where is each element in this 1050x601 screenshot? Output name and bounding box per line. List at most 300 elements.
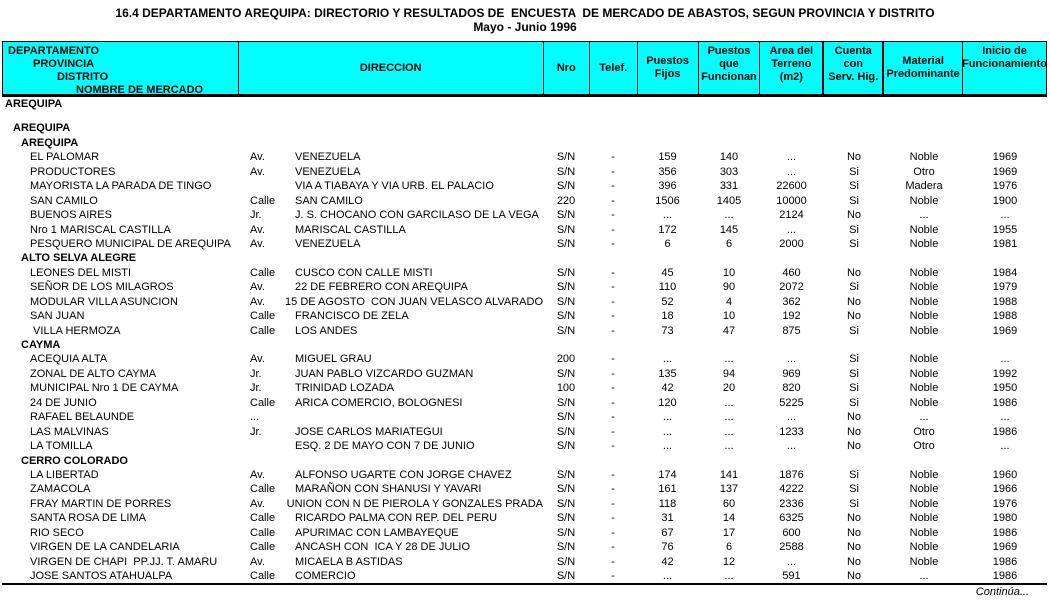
cell-puestos-fijos: ...: [662, 425, 673, 438]
cell-market-name: SEÑOR DE LOS MILAGROS: [30, 281, 174, 294]
cell-area-terreno: ...: [786, 555, 797, 568]
cell-nro: 100: [556, 382, 576, 395]
cell-via-type: Calle: [250, 266, 276, 279]
cell-puestos-fijos: ...: [662, 570, 673, 582]
cell-direccion: [237, 425, 543, 439]
cell-inicio-funcionamiento: 1969: [992, 541, 1018, 554]
group-heading-dist: ALTO SELVA ALEGRE: [21, 252, 137, 265]
cell-puestos-fijos: 1506: [655, 194, 680, 207]
cell-serv-hig: No: [846, 151, 862, 164]
table-row: [2, 482, 1047, 496]
cell-material: Noble: [909, 281, 939, 294]
cell-direccion: [237, 367, 543, 381]
cell-area-terreno: 1876: [779, 468, 804, 481]
cell-street-name: VENEZUELA: [295, 165, 361, 178]
group-heading-dist: AREQUIPA: [21, 136, 79, 149]
cell-material: ...: [919, 209, 929, 222]
cell-puestos-funcionan: ...: [724, 353, 734, 366]
cell-puestos-fijos: 396: [658, 180, 677, 193]
table-row: [2, 540, 1047, 554]
cell-serv-hig: No: [846, 440, 862, 453]
cell-telef: -: [611, 151, 615, 164]
cell-puestos-funcionan: 140: [719, 151, 739, 164]
cell-via-type: Calle: [250, 310, 276, 323]
cell-direccion: [237, 511, 543, 525]
cell-serv-hig: Si: [849, 324, 859, 337]
column-header-material: Material Predominante: [886, 55, 960, 80]
cell-inicio-funcionamiento: 1960: [992, 468, 1018, 481]
cell-telef: -: [611, 324, 615, 337]
cell-puestos-funcionan: 6: [725, 541, 733, 554]
cell-via-type: Calle: [250, 396, 276, 409]
cell-nro: S/N: [556, 165, 576, 178]
cell-material: Otro: [913, 425, 935, 438]
cell-via-type: Calle: [250, 512, 276, 525]
cell-serv-hig: No: [846, 411, 862, 424]
table-row: [2, 121, 1047, 135]
cell-via-type: Calle: [250, 483, 276, 496]
cell-telef: -: [611, 425, 615, 438]
cell-direccion: [237, 468, 543, 482]
cell-street-name: 22 DE FEBRERO CON AREQUIPA: [295, 281, 468, 294]
cell-telef: -: [611, 570, 615, 582]
cell-nro: S/N: [556, 151, 576, 164]
cell-puestos-funcionan: 4: [725, 295, 733, 308]
cell-area-terreno: 2124: [779, 209, 804, 222]
column-header-puestos-funcionan: Puestos que Funcionan: [698, 42, 760, 94]
cell-market-name: ZONAL DE ALTO CAYMA: [30, 367, 157, 380]
table-row: [2, 251, 1047, 265]
cell-area-terreno: 460: [782, 266, 801, 279]
cell-market-name: VIRGEN DE LA CANDELARIA: [30, 541, 180, 554]
cell-market-name: ACEQUIA ALTA: [30, 353, 108, 366]
table-row: [2, 223, 1047, 237]
cell-puestos-fijos: 42: [661, 555, 674, 568]
cell-nro: S/N: [556, 310, 576, 323]
cell-street-name: MARAÑON CON SHANUSI Y YAVARI: [295, 483, 482, 496]
cell-material: Noble: [909, 324, 939, 337]
cell-puestos-fijos: 42: [661, 382, 674, 395]
cell-nro: S/N: [556, 512, 576, 525]
cell-area-terreno: 1233: [779, 425, 804, 438]
cell-nro: S/N: [556, 209, 576, 222]
table-row: [2, 266, 1047, 280]
cell-street-name: SAN CAMILO: [295, 194, 363, 207]
cell-nro: S/N: [556, 396, 576, 409]
cell-nro: S/N: [556, 526, 576, 539]
cell-inicio-funcionamiento: 1986: [992, 526, 1018, 539]
cell-via-type: Av.: [250, 555, 265, 568]
cell-puestos-fijos: 118: [658, 497, 677, 510]
cell-nro: 220: [556, 194, 576, 207]
cell-telef: -: [611, 382, 615, 395]
cell-market-name: FRAY MARTIN DE PORRES: [30, 497, 172, 510]
cell-market-name: MAYORISTA LA PARADA DE TINGO: [30, 180, 212, 193]
table-row: [2, 97, 1047, 111]
column-header-nro: Nro: [543, 42, 589, 94]
cell-via-type: ...: [250, 411, 260, 424]
cell-puestos-fijos: 73: [661, 324, 674, 337]
cell-puestos-funcionan: ...: [724, 411, 734, 424]
cell-puestos-funcionan: 1405: [716, 194, 742, 207]
cell-via-type: Av.: [250, 237, 265, 250]
table-row: [2, 295, 1047, 309]
cell-area-terreno: 600: [782, 526, 801, 539]
cell-serv-hig: No: [846, 526, 862, 539]
cell-area-terreno: 362: [782, 295, 801, 308]
column-header-nombre-mercado: DEPARTAMENTO PROVINCIA DISTRITO NOMBRE DE MERCADO: [8, 45, 204, 96]
cell-market-name: EL PALOMAR: [30, 151, 100, 164]
cell-nro: S/N: [556, 295, 576, 308]
cell-telef: -: [611, 266, 615, 279]
page-subtitle: Mayo - Junio 1996: [473, 20, 577, 34]
cell-market-name: Nro 1 MARISCAL CASTILLA: [30, 223, 171, 236]
cell-material: Noble: [909, 353, 939, 366]
cell-via-type: Av.: [250, 295, 265, 308]
table-header-row: [2, 41, 1047, 97]
cell-via-type: Av.: [250, 151, 265, 164]
cell-serv-hig: Si: [849, 180, 859, 193]
cell-material: Noble: [909, 396, 939, 409]
group-heading-dist: CAYMA: [21, 339, 61, 351]
cell-via-type: Jr.: [250, 425, 262, 438]
cell-via-type: Calle: [250, 324, 276, 337]
cell-telef: -: [611, 180, 615, 193]
cell-street-name: ARICA COMERCIO, BOLOGNESI: [295, 396, 463, 409]
cell-via-type: Av.: [250, 468, 265, 481]
cell-serv-hig: Si: [849, 281, 859, 294]
cell-material: Noble: [909, 555, 939, 568]
cell-telef: -: [611, 237, 615, 250]
cell-serv-hig: Si: [849, 468, 859, 481]
cell-inicio-funcionamiento: 1969: [992, 324, 1018, 337]
cell-inicio-funcionamiento: 1966: [992, 483, 1018, 496]
cell-street-name: APURIMAC CON LAMBAYEQUE: [295, 526, 459, 539]
cell-direccion: [237, 309, 543, 323]
group-heading-dept: AREQUIPA: [5, 98, 63, 110]
cell-serv-hig: Si: [849, 497, 859, 510]
cell-material: Noble: [909, 151, 939, 164]
cell-material: Noble: [909, 266, 939, 279]
cell-puestos-fijos: 135: [658, 367, 677, 380]
cell-market-name: PRODUCTORES: [30, 165, 116, 178]
table-row: [2, 136, 1047, 150]
cell-puestos-fijos: 120: [658, 396, 677, 409]
cell-via-type: Av.: [250, 497, 265, 510]
cell-inicio-funcionamiento: 1955: [992, 223, 1018, 236]
cell-street-name: CUSCO CON CALLE MISTI: [295, 266, 433, 279]
cell-inicio-funcionamiento: 1984: [992, 266, 1018, 279]
cell-via-type: Av.: [250, 353, 265, 366]
cell-material: ...: [919, 411, 929, 424]
column-header-puestos-fijos: Puestos Fijos: [637, 42, 698, 94]
cell-puestos-funcionan: 10: [722, 310, 736, 323]
continuation-note: Continúa...: [975, 586, 1029, 599]
cell-area-terreno: 10000: [776, 194, 807, 207]
cell-nro: S/N: [556, 324, 576, 337]
cell-via-type: [250, 179, 295, 193]
cell-puestos-funcionan: 6: [725, 237, 733, 250]
table-row: [2, 468, 1047, 482]
table-row: [2, 569, 1047, 583]
cell-inicio-funcionamiento: ...: [1000, 440, 1010, 453]
cell-nro: S/N: [556, 425, 576, 438]
cell-market-name: RIO SECO: [30, 526, 84, 539]
cell-telef: -: [611, 497, 615, 510]
cell-puestos-funcionan: 145: [719, 223, 739, 236]
cell-puestos-fijos: ...: [662, 440, 673, 453]
cell-via-type: Jr.: [250, 209, 262, 222]
cell-street-name: VENEZUELA: [295, 151, 361, 164]
cell-market-name: VILLA HERMOZA: [30, 324, 121, 337]
cell-inicio-funcionamiento: 1981: [992, 237, 1018, 250]
cell-market-name: RAFAEL BELAUNDE: [30, 411, 135, 424]
cell-puestos-fijos: 6: [664, 237, 671, 250]
cell-serv-hig: Si: [849, 483, 859, 496]
cell-nro: S/N: [556, 281, 576, 294]
cell-direccion: [237, 208, 543, 222]
cell-direccion: [237, 295, 543, 309]
cell-direccion: [237, 555, 543, 569]
cell-material: Noble: [909, 468, 939, 481]
cell-telef: -: [611, 526, 615, 539]
cell-serv-hig: No: [846, 541, 862, 554]
table-bottom-rule: [2, 583, 1047, 585]
cell-street-name: FRANCISCO DE ZELA: [295, 310, 409, 323]
cell-puestos-funcionan: ...: [724, 425, 734, 438]
table-row: [2, 526, 1047, 540]
table-row: [2, 309, 1047, 323]
cell-puestos-funcionan: 94: [722, 367, 736, 380]
cell-nro: S/N: [556, 541, 576, 554]
cell-street-name: RICARDO PALMA CON REP. DEL PERU: [295, 512, 498, 525]
cell-puestos-fijos: 172: [658, 223, 677, 236]
cell-direccion: [237, 396, 543, 410]
cell-puestos-fijos: 18: [661, 310, 674, 323]
cell-direccion: [237, 324, 543, 338]
cell-puestos-funcionan: ...: [724, 440, 734, 453]
cell-telef: -: [611, 165, 615, 178]
cell-material: Noble: [909, 194, 939, 207]
cell-inicio-funcionamiento: 1986: [992, 396, 1018, 409]
cell-puestos-funcionan: 137: [719, 483, 739, 496]
cell-via-type: Jr.: [250, 382, 262, 395]
cell-area-terreno: 591: [782, 570, 801, 582]
cell-street-name: 15 DE AGOSTO CON JUAN VELASCO ALVARADO: [285, 295, 543, 308]
cell-direccion: [237, 237, 543, 251]
cell-street-name: J. S. CHOCANO CON GARCILASO DE LA VEGA: [295, 209, 539, 222]
cell-area-terreno: 969: [782, 367, 801, 380]
cell-direccion: [237, 194, 543, 208]
cell-area-terreno: 4222: [779, 483, 804, 496]
table-row: [2, 555, 1047, 569]
table-row: [2, 194, 1047, 208]
cell-serv-hig: Si: [849, 396, 859, 409]
cell-area-terreno: 2336: [779, 497, 804, 510]
table-row: [2, 511, 1047, 525]
cell-area-terreno: ...: [786, 411, 797, 424]
cell-street-name: MIGUEL GRAU: [295, 353, 372, 366]
cell-telef: -: [611, 483, 615, 496]
cell-market-name: MODULAR VILLA ASUNCION: [30, 295, 178, 308]
cell-material: Noble: [909, 295, 939, 308]
cell-area-terreno: 2588: [779, 541, 804, 554]
cell-inicio-funcionamiento: 1986: [992, 425, 1018, 438]
cell-telef: -: [611, 310, 615, 323]
cell-serv-hig: No: [846, 310, 862, 323]
cell-inicio-funcionamiento: ...: [1000, 411, 1010, 424]
cell-area-terreno: 6325: [779, 512, 804, 525]
cell-nro: S/N: [556, 440, 576, 453]
cell-telef: -: [611, 295, 615, 308]
cell-area-terreno: ...: [786, 353, 797, 366]
cell-nro: S/N: [556, 180, 576, 193]
cell-area-terreno: 192: [782, 310, 801, 323]
table-row: [2, 338, 1047, 352]
cell-area-terreno: 875: [782, 324, 801, 337]
cell-via-type: Calle: [250, 570, 276, 582]
cell-street-name: ANCASH CON ICA Y 28 DE JULIO: [295, 541, 471, 554]
cell-street-name: JUAN PABLO VIZCARDO GUZMAN: [295, 367, 474, 380]
cell-direccion: [237, 569, 543, 583]
cell-serv-hig: No: [846, 266, 862, 279]
cell-material: Noble: [909, 223, 939, 236]
cell-via-type: Av.: [250, 281, 265, 294]
cell-direccion: [237, 179, 543, 193]
cell-direccion: [237, 150, 543, 164]
cell-puestos-funcionan: 60: [722, 497, 736, 510]
cell-street-name: ESQ. 2 DE MAYO CON 7 DE JUNIO: [295, 440, 475, 453]
column-header-direccion: DIRECCION: [238, 42, 543, 94]
cell-telef: -: [611, 512, 615, 525]
cell-via-type: Av.: [250, 223, 265, 236]
cell-market-name: PESQUERO MUNICIPAL DE AREQUIPA: [30, 237, 231, 250]
cell-telef: -: [611, 194, 615, 207]
cell-market-name: 24 DE JUNIO: [30, 396, 97, 409]
cell-area-terreno: ...: [786, 223, 797, 236]
cell-nro: S/N: [556, 468, 576, 481]
cell-inicio-funcionamiento: 1979: [992, 281, 1018, 294]
cell-telef: -: [611, 281, 615, 294]
cell-puestos-funcionan: ...: [724, 396, 734, 409]
cell-material: Noble: [909, 526, 939, 539]
cell-direccion: [237, 439, 543, 453]
cell-nro: S/N: [556, 367, 576, 380]
cell-street-name: JOSE CARLOS MARIATEGUI: [295, 425, 443, 438]
cell-serv-hig: Si: [849, 367, 859, 380]
cell-puestos-funcionan: 10: [722, 266, 736, 279]
cell-puestos-fijos: 110: [658, 281, 677, 294]
cell-market-name: SAN CAMILO: [30, 194, 98, 207]
cell-telef: -: [611, 353, 615, 366]
cell-puestos-funcionan: 20: [722, 382, 736, 395]
cell-puestos-fijos: 356: [658, 165, 677, 178]
cell-street-name: MARISCAL CASTILLA: [295, 223, 406, 236]
table-row: [2, 381, 1047, 395]
markets-table: [2, 41, 1047, 599]
cell-area-terreno: ...: [786, 151, 797, 164]
cell-telef: -: [611, 396, 615, 409]
cell-puestos-funcionan: ...: [724, 209, 734, 222]
cell-market-name: VIRGEN DE CHAPI PP.JJ. T. AMARU: [30, 555, 218, 568]
cell-telef: -: [611, 367, 615, 380]
cell-via-type: Av.: [250, 165, 265, 178]
cell-material: Otro: [913, 165, 935, 178]
cell-telef: -: [611, 541, 615, 554]
cell-inicio-funcionamiento: 1976: [992, 497, 1018, 510]
cell-telef: -: [611, 440, 615, 453]
cell-material: Noble: [909, 483, 939, 496]
cell-street-name: TRINIDAD LOZADA: [295, 382, 395, 395]
cell-material: ...: [919, 570, 929, 582]
table-body: [2, 97, 1047, 583]
table-row: [2, 410, 1047, 424]
cell-direccion: [237, 352, 543, 366]
cell-inicio-funcionamiento: 1988: [992, 295, 1018, 308]
cell-telef: -: [611, 209, 615, 222]
cell-via-type: Calle: [250, 526, 276, 539]
cell-market-name: BUENOS AIRES: [30, 209, 112, 222]
cell-area-terreno: 2072: [779, 281, 804, 294]
cell-material: Noble: [909, 382, 939, 395]
cell-via-type: Jr.: [250, 367, 262, 380]
cell-via-type: [250, 439, 295, 453]
table-row: [2, 324, 1047, 338]
cell-inicio-funcionamiento: 1950: [992, 382, 1018, 395]
cell-nro: S/N: [556, 223, 576, 236]
cell-street-name: MICAELA B ASTIDAS: [295, 555, 403, 568]
cell-puestos-fijos: 159: [658, 151, 677, 164]
cell-material: Noble: [909, 512, 939, 525]
cell-material: Madera: [905, 180, 943, 193]
cell-market-name: SAN JUAN: [30, 310, 85, 323]
cell-puestos-fijos: ...: [662, 353, 673, 366]
cell-direccion: [237, 482, 543, 496]
table-row: [2, 425, 1047, 439]
cell-puestos-fijos: 45: [661, 266, 674, 279]
cell-inicio-funcionamiento: ...: [1000, 353, 1010, 366]
cell-puestos-fijos: ...: [662, 209, 673, 222]
cell-material: Noble: [909, 367, 939, 380]
cell-serv-hig: No: [846, 425, 862, 438]
cell-serv-hig: No: [846, 295, 862, 308]
cell-street-name: ALFONSO UGARTE CON JORGE CHAVEZ: [295, 468, 512, 481]
cell-street-name: VIA A TIABAYA Y VIA URB. EL PALACIO: [295, 180, 494, 193]
cell-telef: -: [611, 223, 615, 236]
cell-area-terreno: 820: [782, 382, 801, 395]
table-row: [2, 208, 1047, 222]
cell-nro: S/N: [556, 483, 576, 496]
cell-serv-hig: Si: [849, 223, 859, 236]
cell-direccion: [237, 410, 543, 424]
table-row: [2, 352, 1047, 366]
cell-serv-hig: Si: [849, 165, 859, 178]
cell-serv-hig: Si: [849, 237, 859, 250]
cell-telef: -: [611, 555, 615, 568]
cell-material: Noble: [909, 541, 939, 554]
table-row: [2, 396, 1047, 410]
cell-material: Noble: [909, 237, 939, 250]
cell-serv-hig: No: [846, 570, 862, 582]
cell-material: Noble: [909, 497, 939, 510]
cell-material: Noble: [909, 310, 939, 323]
table-row: [2, 439, 1047, 453]
table-row: [2, 454, 1047, 468]
cell-area-terreno: ...: [786, 440, 797, 453]
table-row: [2, 497, 1047, 511]
cell-serv-hig: No: [846, 555, 862, 568]
cell-via-type: Calle: [250, 541, 276, 554]
